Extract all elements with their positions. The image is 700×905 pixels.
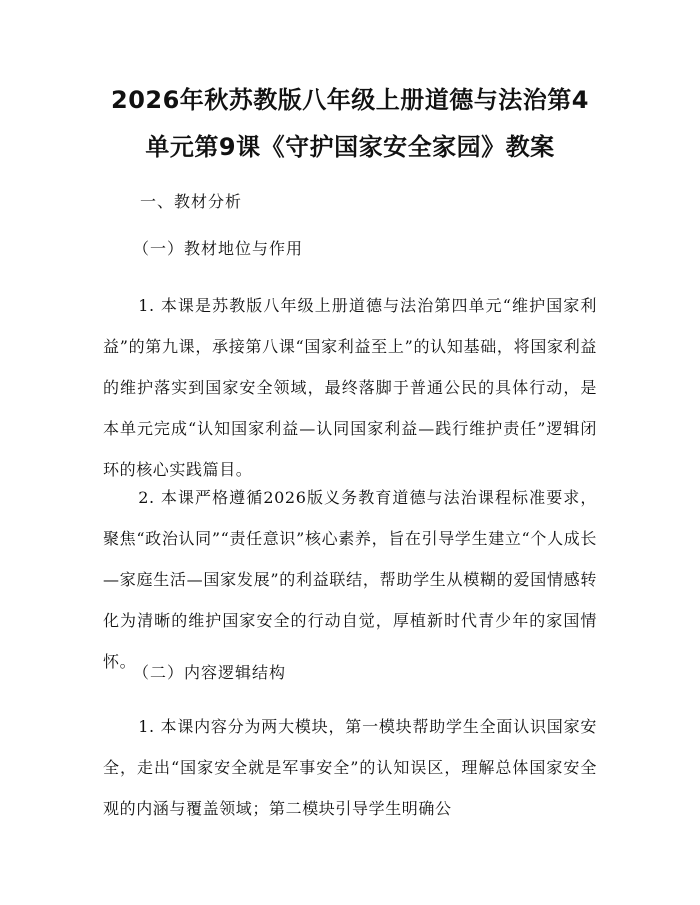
- subsection-heading-content-structure: （二）内容逻辑结构: [133, 663, 287, 682]
- subsection-heading-position-role: （一）教材地位与作用: [133, 239, 304, 258]
- paragraph-structure-1: 1. 本课内容分为两大模块，第一模块帮助学生全面认识国家安全，走出“国家安全就是军事安全”的认知误区，理解总体国家安全观的内涵与覆盖领域；第二模块引导学生明确公: [103, 717, 597, 818]
- section-heading-textbook-analysis: 一、教材分析: [140, 192, 243, 211]
- paragraph-position-2: 2. 本课严格遵循2026版义务教育道德与法治课程标准要求，聚焦“政治认同”“责任意识”核心素养，旨在引导学生建立“个人成长—家庭生活—国家发展”的利益联结，帮助学生从模糊的爱国情感转化为清晰的维护国家安全的行动自觉，厚植新时代青少年的家国情怀。: [103, 488, 597, 671]
- paragraph-position-1: 1. 本课是苏教版八年级上册道德与法治第四单元“维护国家利益”的第九课，承接第八课“国家利益至上”的认知基础，将国家利益的维护落实到国家安全领域，最终落脚于普通公民的具体行动，是本单元完成“认知国家利益—认同国家利益—践行维护责任”逻辑闭环的核心实践篇目。: [103, 296, 597, 479]
- document-title-line-2: 单元第9课《守护国家安全家园》教案: [145, 133, 555, 161]
- document-title-line-1: 2026年秋苏教版八年级上册道德与法治第4: [111, 86, 589, 114]
